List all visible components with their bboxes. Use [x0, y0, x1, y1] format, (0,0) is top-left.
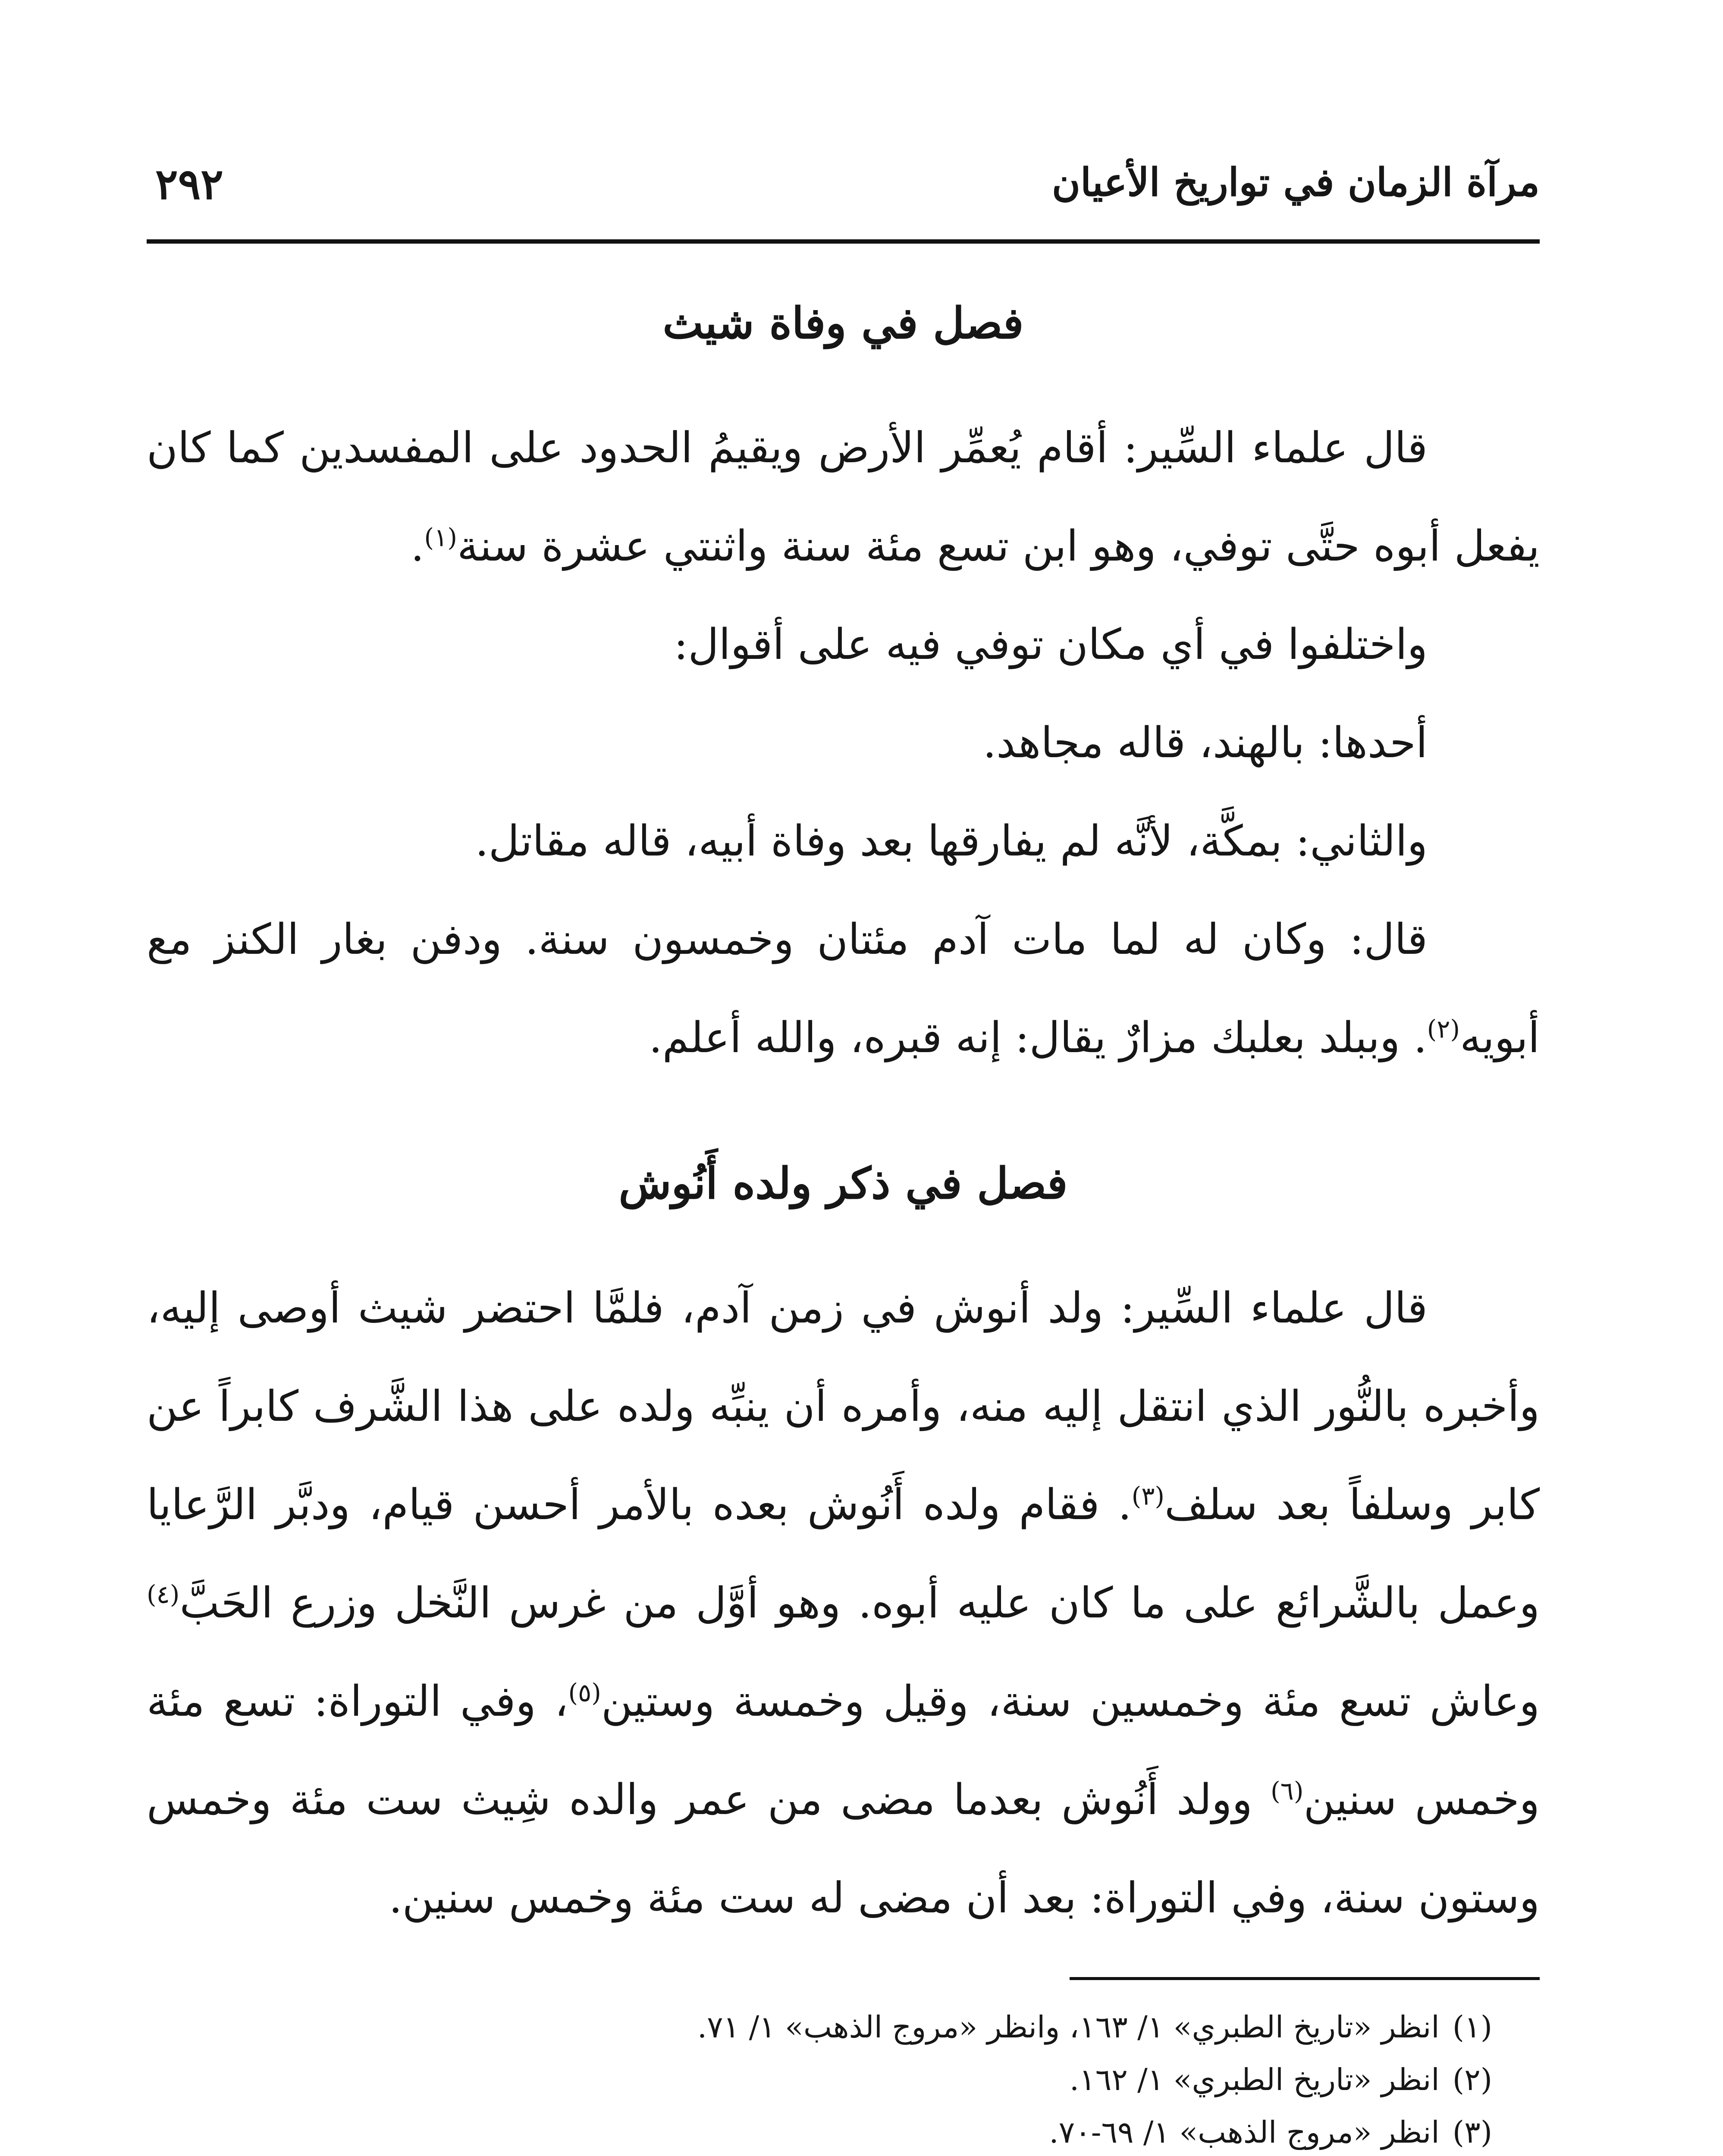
paragraph-text: قال علماء السِّير: أقام يُعمِّر الأرض ويقيمُ الحدود على المفسدين كما كان يفعل أبوه حتَّى توفي، وهو ابن تسع مئة سنة واثنتي عشرة سنة [147, 423, 1540, 571]
section-heading-death-of-sheth: فصل في وفاة شيث [662, 298, 1024, 348]
paragraph-text: ، وفي التوراة: تسع مئة وخمس سنين [147, 1677, 1540, 1824]
footnote-number: (٢) [1452, 2062, 1492, 2097]
footnote-number: (١) [1452, 2009, 1492, 2045]
paragraph: أحدها: بالهند، قاله مجاهد. [982, 718, 1428, 768]
paragraph: واختلفوا في أي مكان توفي فيه على أقوال: [674, 620, 1428, 669]
paragraph-text: وعاش تسع مئة وخمسين سنة، وقيل وخمسة وستين [601, 1677, 1540, 1726]
paragraph [147, 890, 1540, 1087]
footnote-text: انظر «تاريخ الطبري» ١/ ١٦٢. [1069, 2062, 1440, 2097]
footnote-ref: (١) [424, 523, 457, 552]
page-number: ٢٩٢ [155, 160, 223, 209]
footnote-ref: (٥) [568, 1678, 601, 1708]
page-header [147, 160, 1540, 224]
footnote-text: انظر «مروج الذهب» ١/ ٦٩-٧٠. [1049, 2115, 1440, 2150]
paragraph: والثاني: بمكَّة، لأنَّه لم يفارقها بعد وفاة أبيه، قاله مقاتل. [475, 817, 1428, 866]
footnote-ref: (٣) [1131, 1481, 1164, 1511]
footnote-item [147, 2106, 1540, 2156]
footnotes [147, 2001, 1540, 2156]
footnote-item [147, 2001, 1540, 2053]
running-title: مرآة الزمان في تواريخ الأعيان [1051, 160, 1540, 205]
section-1-body [147, 399, 1540, 1087]
paragraph [147, 399, 1540, 595]
header-divider [147, 239, 1540, 244]
footnote-number: (٣) [1452, 2115, 1492, 2150]
section-2-body [147, 1259, 1540, 1947]
footnote-ref: (٢) [1427, 1014, 1460, 1044]
footnote-text: انظر «تاريخ الطبري» ١/ ١٦٣، وانظر «مروج الذهب» ١/ ٧١. [697, 2009, 1440, 2045]
paragraph-text: وولد أَنُوش بعدما مضى من عمر والده شِيث ست مئة وخمس وستون سنة، وفي التوراة: بعد أن مضى له ست مئة وخمس سنين. [147, 1775, 1540, 1923]
paragraph-text: . وببلد بعلبك مزارٌ يقال: إنه قبره، والله أعلم. [649, 1013, 1427, 1062]
paragraph-text: . فقام ولده أَنُوش بعده بالأمر أحسن قيام، ودبَّر الرَّعايا وعمل بالشَّرائع على ما كان عليه أبوه. وهو أوَّل من غرس النَّخل وزرع الحَبَّ [147, 1480, 1540, 1628]
paragraph [147, 1259, 1540, 1947]
footnote-divider [1070, 1977, 1540, 1980]
footnote-item [147, 2053, 1540, 2106]
section-heading-anush: فصل في ذكر ولده أَنُوش [618, 1158, 1068, 1209]
footnote-ref: (٤) [147, 1579, 180, 1609]
footnote-ref: (٦) [1271, 1776, 1304, 1806]
paragraph-text: . [411, 522, 424, 571]
paragraph-text: قال: وكان له لما مات آدم مئتان وخمسون سنة. ودفن بغار الكنز مع أبويه [147, 915, 1540, 1062]
paragraph-text: قال علماء السِّير: ولد أنوش في زمن آدم، فلمَّا احتضر شيث أوصى إليه، وأخبره بالنُّور الذي انتقل إليه منه، وأمره أن ينبِّه ولده على هذا الشَّرف كابراً عن كابر وسلفاً بعد سلف [147, 1284, 1540, 1529]
